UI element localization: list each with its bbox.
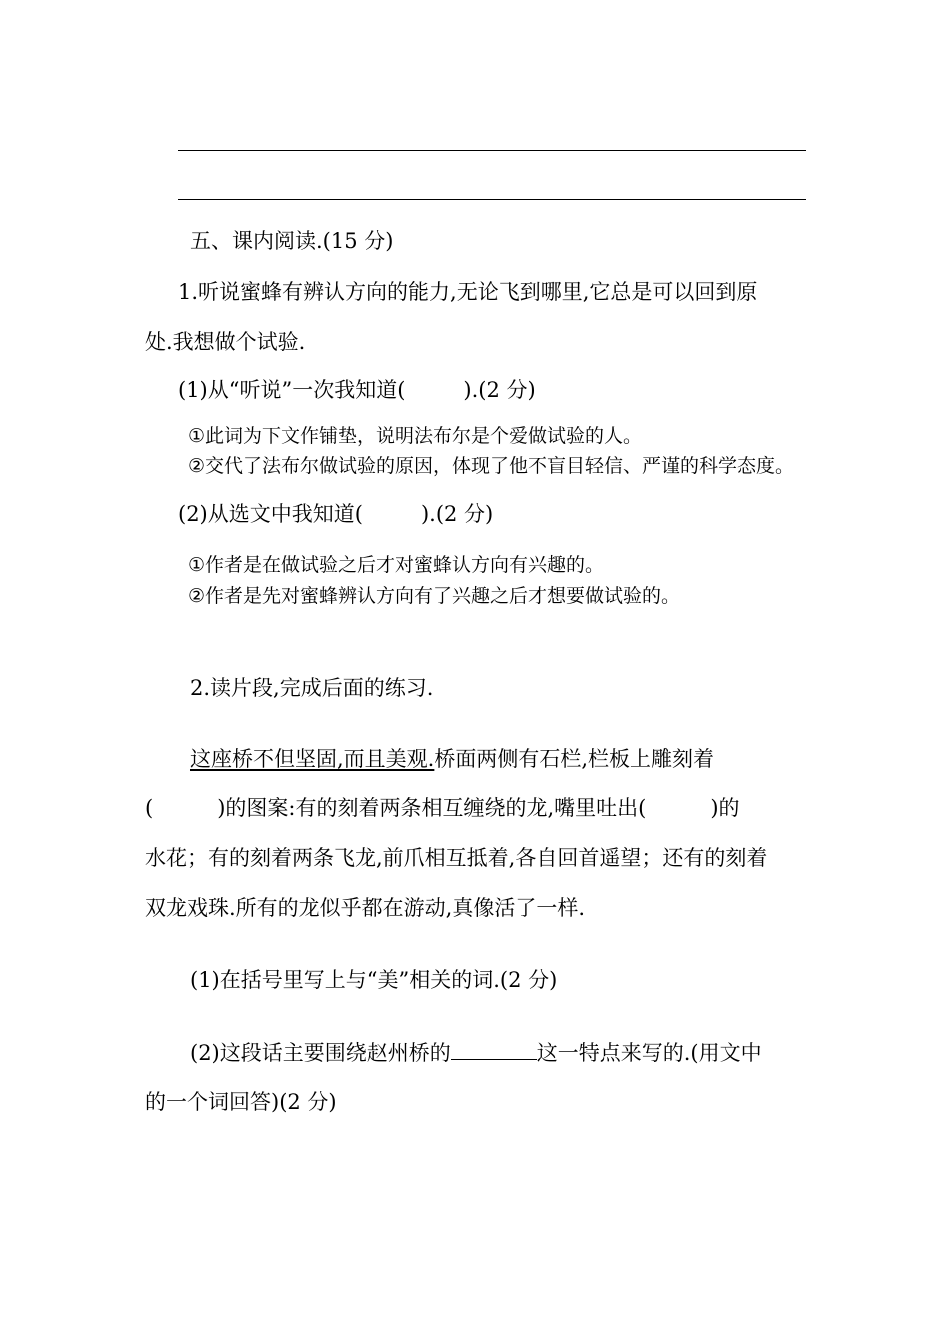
passage-line-2-b: )的图案:有的刻着两条相互缠绕的龙,嘴里吐出( [217,796,647,820]
q1-text-line-2: 处.我想做个试验. [145,330,306,354]
q1-sub2-stem-a: (2)从选文中我知道( [178,502,363,526]
q1-sub2-option-1: ①作者是在做试验之后才对蜜蜂认方向有兴趣的。 [188,554,605,576]
passage-line-2-c: )的 [710,796,740,820]
q1-sub1-stem [178,376,536,404]
q1-text-line-1: 1.听说蜜蜂有辨认方向的能力,无论飞到哪里,它总是可以回到原 [178,280,758,304]
q1-sub2-option-2: ②作者是先对蜜蜂辨认方向有了兴趣之后才想要做试验的。 [188,585,681,607]
q1-sub1-option-1: ①此词为下文作铺垫，说明法布尔是个爱做试验的人。 [188,425,643,447]
q2-sub2-line-2: 的一个词回答)(2 分) [145,1090,337,1114]
q2-sub2-line-1 [190,1039,762,1067]
q1-sub1-stem-a: (1)从“听说”一次我知道( [178,378,406,402]
q1-sub1-stem-b: ).(2 分) [463,378,536,402]
q1-sub1-option-2: ②交代了法布尔做试验的原因，体现了他不盲目轻信、严谨的科学态度。 [188,455,795,477]
answer-line-2 [178,199,806,200]
passage-line-2-a: ( [145,796,154,820]
q1-sub2-stem [178,500,493,528]
passage-line-1-rest: 桥面两侧有石栏,栏板上雕刻着 [434,747,715,771]
answer-blank[interactable] [451,1039,537,1060]
q2-sub2-text-b: 这一特点来写的.(用文中 [536,1041,762,1065]
section-title: 五、课内阅读.(15 分) [190,229,394,253]
passage-line-3: 水花；有的刻着两条飞龙,前爪相互抵着,各自回首遥望；还有的刻着 [145,846,768,870]
q2-sub1: (1)在括号里写上与“美”相关的词.(2 分) [190,968,558,992]
passage-line-2 [145,794,740,822]
q2-title: 2.读片段,完成后面的练习. [190,676,434,700]
passage-line-4: 双龙戏珠.所有的龙似乎都在游动,真像活了一样. [145,896,586,920]
answer-line-1 [178,150,806,151]
q2-sub2-text-a: (2)这段话主要围绕赵州桥的 [190,1041,451,1065]
passage-underlined-sentence: 这座桥不但坚固,而且美观. [190,747,435,771]
q1-sub2-stem-b: ).(2 分) [420,502,494,526]
passage-line-1 [190,745,714,773]
